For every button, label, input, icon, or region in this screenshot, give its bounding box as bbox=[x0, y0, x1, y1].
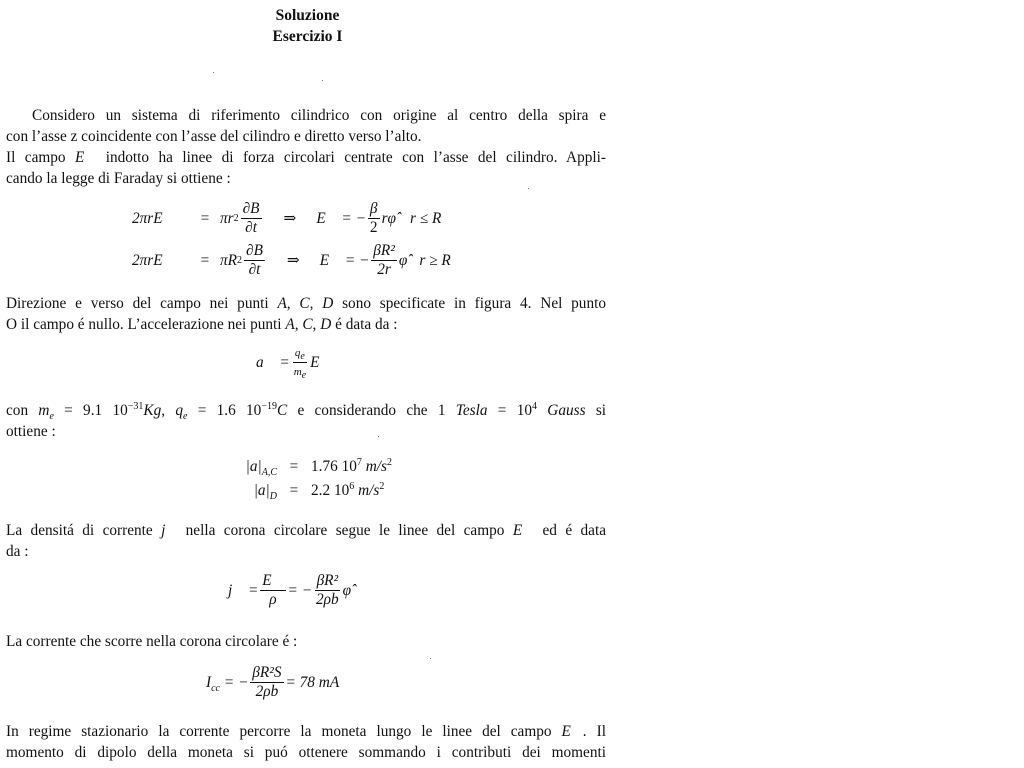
current-equation: $I_{cc}$ = − $\frac{\text{βR²S}}{2\rho b}$ = 78 mA bbox=[206, 664, 340, 700]
paragraph-line: O il campo é nullo. L’accelerazione nei punti A, C, D é data da : bbox=[6, 316, 398, 333]
faraday-equation-outer: 2πrE = πR 2 $\frac{\partial B}{\partial t}$ ⇒ E⃗ = − $\frac{\text{βR²}}{2r}$ φ̂ r ≥ R bbox=[132, 242, 451, 278]
paragraph-line: La corrente che scorre nella corona circolare é : bbox=[6, 633, 298, 650]
paragraph-line: con l’asse z coincidente con l’asse del cilindro e diretto verso l’alto. bbox=[6, 128, 422, 145]
paragraph-line: da : bbox=[6, 543, 29, 560]
scan-speck bbox=[430, 658, 431, 659]
acceleration-value-d: $|a|_D$ = 2.2 $10^6$ $m/s^2$ bbox=[253, 480, 385, 503]
paragraph-line: Il campo E⃗ indotto ha linee di forza circolari centrate con l’asse del cilindro. Appli- bbox=[6, 149, 606, 166]
document-title: Soluzione bbox=[275, 7, 340, 24]
paragraph-line: ottiene : bbox=[6, 423, 56, 440]
scan-speck bbox=[378, 436, 379, 437]
paragraph-line: con $m_e = 9.1$ $10^{-31}Kg$, $q_e = 1.6$ $10^{-19}C$ e considerando che 1 Tesla = $10^4$ Gauss si bbox=[6, 400, 607, 423]
current-density-equation: j⃗ = $\frac{E⃗}{\rho}$ = − $\frac{\text{βR²}}{2\rho b}$ φ̂ bbox=[228, 572, 352, 608]
math-symbol: E⃗ bbox=[75, 149, 97, 166]
faraday-equation-inner: 2πrE = πr 2 $\frac{\partial B}{\partial t}$ ⇒ E⃗ = − $\frac{\beta}{2}$ rφ̂ r ≤ R bbox=[132, 200, 442, 236]
paragraph-line: cando la legge di Faraday si ottiene : bbox=[6, 170, 231, 187]
scan-speck bbox=[528, 188, 529, 189]
acceleration-value-ac: $|a|_{A,C}$ = 1.76 $10^7$ $m/s^2$ bbox=[245, 456, 392, 479]
exercise-heading: Esercizio I bbox=[272, 28, 343, 45]
scan-speck bbox=[322, 80, 323, 81]
scan-speck bbox=[213, 72, 214, 73]
paragraph-line: Direzione e verso del campo nei punti A, C, D sono specificate in figura 4. Nel punto bbox=[6, 295, 607, 312]
paragraph-line: In regime stazionario la corrente percorre la moneta lungo le linee del campo E⃗. Il bbox=[6, 723, 606, 740]
acceleration-equation: a⃗ = $\frac{qe}{me}$ E⃗ bbox=[256, 344, 331, 381]
paragraph-line: La densitá di corrente j⃗ nella corona circolare segue le linee del campo E⃗ ed é data bbox=[6, 522, 606, 539]
paragraph-line: momento di dipolo della moneta si puó ottenere sommando i contributi dei momenti bbox=[6, 744, 606, 761]
paragraph-line: Considero un sistema di riferimento cilindrico con origine al centro della spira e bbox=[32, 107, 606, 124]
